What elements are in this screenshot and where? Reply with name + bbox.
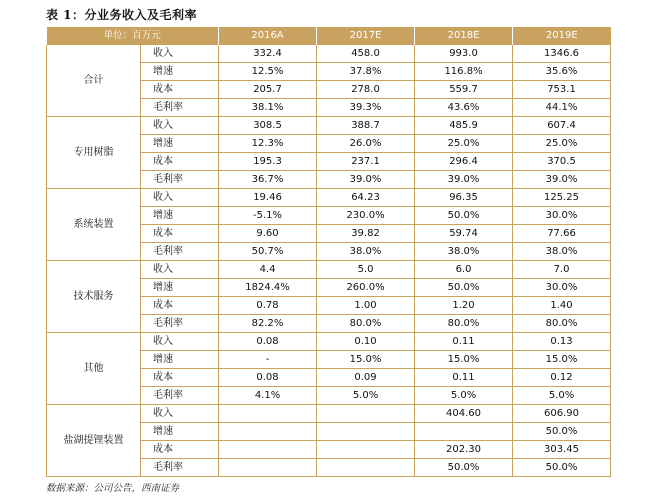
value-cell: 38.0% (317, 243, 415, 261)
metric-label: 成本 (141, 225, 219, 243)
value-cell: 296.4 (415, 153, 513, 171)
metric-label: 增速 (141, 207, 219, 225)
value-cell: 96.35 (415, 189, 513, 207)
value-cell: -5.1% (219, 207, 317, 225)
metric-label: 毛利率 (141, 459, 219, 477)
value-cell: 303.45 (513, 441, 611, 459)
value-cell: 0.08 (219, 369, 317, 387)
value-cell: 80.0% (415, 315, 513, 333)
value-cell: 237.1 (317, 153, 415, 171)
value-cell: 15.0% (317, 351, 415, 369)
metric-label: 毛利率 (141, 171, 219, 189)
value-cell: 15.0% (415, 351, 513, 369)
metric-label: 收入 (141, 261, 219, 279)
metric-label: 毛利率 (141, 315, 219, 333)
value-cell: 606.90 (513, 405, 611, 423)
metric-label: 增速 (141, 351, 219, 369)
value-cell: 0.08 (219, 333, 317, 351)
value-cell: 64.23 (317, 189, 415, 207)
value-cell: 59.74 (415, 225, 513, 243)
value-cell (317, 423, 415, 441)
metric-label: 成本 (141, 441, 219, 459)
segment-label: 系统装置 (47, 189, 141, 261)
value-cell: 5.0 (317, 261, 415, 279)
value-cell: 19.46 (219, 189, 317, 207)
metric-label: 增速 (141, 63, 219, 81)
table-header (47, 27, 611, 45)
value-cell: 30.0% (513, 279, 611, 297)
value-cell: 205.7 (219, 81, 317, 99)
value-cell: 43.6% (415, 99, 513, 117)
metric-label: 成本 (141, 369, 219, 387)
table-row (47, 45, 611, 63)
segment-label: 其他 (47, 333, 141, 405)
value-cell (219, 423, 317, 441)
year-header: 2017E (317, 27, 415, 45)
value-cell: 5.0% (513, 387, 611, 405)
value-cell: 12.3% (219, 135, 317, 153)
metric-label: 成本 (141, 297, 219, 315)
value-cell: 559.7 (415, 81, 513, 99)
metric-label: 收入 (141, 189, 219, 207)
segment-label: 技术服务 (47, 261, 141, 333)
value-cell: 39.0% (513, 171, 611, 189)
value-cell: 80.0% (513, 315, 611, 333)
value-cell: 26.0% (317, 135, 415, 153)
value-cell: 230.0% (317, 207, 415, 225)
value-cell: 458.0 (317, 45, 415, 63)
segment-label: 合计 (47, 45, 141, 117)
value-cell: 39.0% (317, 171, 415, 189)
metric-label: 成本 (141, 81, 219, 99)
metric-label: 收入 (141, 333, 219, 351)
value-cell: 753.1 (513, 81, 611, 99)
metric-label: 增速 (141, 279, 219, 297)
value-cell: 1.00 (317, 297, 415, 315)
value-cell: 993.0 (415, 45, 513, 63)
table-title: 表 1：分业务收入及毛利率 (46, 8, 198, 22)
value-cell: 5.0% (317, 387, 415, 405)
value-cell: 39.82 (317, 225, 415, 243)
value-cell (317, 459, 415, 477)
value-cell (219, 441, 317, 459)
value-cell: 1.20 (415, 297, 513, 315)
value-cell: 50.0% (513, 459, 611, 477)
value-cell: 195.3 (219, 153, 317, 171)
value-cell: 36.7% (219, 171, 317, 189)
value-cell: - (219, 351, 317, 369)
value-cell: 44.1% (513, 99, 611, 117)
value-cell: 7.0 (513, 261, 611, 279)
value-cell: 50.7% (219, 243, 317, 261)
value-cell: 260.0% (317, 279, 415, 297)
value-cell: 308.5 (219, 117, 317, 135)
metric-label: 成本 (141, 153, 219, 171)
value-cell: 25.0% (513, 135, 611, 153)
value-cell: 404.60 (415, 405, 513, 423)
table-row (47, 333, 611, 351)
value-cell: 5.0% (415, 387, 513, 405)
value-cell: 50.0% (415, 459, 513, 477)
value-cell: 35.6% (513, 63, 611, 81)
value-cell (415, 423, 513, 441)
table-row (47, 405, 611, 423)
value-cell: 332.4 (219, 45, 317, 63)
value-cell: 0.10 (317, 333, 415, 351)
revenue-table-container (46, 27, 610, 477)
segment-label: 专用树脂 (47, 117, 141, 189)
value-cell: 388.7 (317, 117, 415, 135)
value-cell: 0.78 (219, 297, 317, 315)
value-cell: 82.2% (219, 315, 317, 333)
value-cell (219, 459, 317, 477)
metric-label: 收入 (141, 117, 219, 135)
value-cell: 4.4 (219, 261, 317, 279)
metric-label: 毛利率 (141, 387, 219, 405)
value-cell (219, 405, 317, 423)
value-cell: 50.0% (513, 423, 611, 441)
value-cell: 6.0 (415, 261, 513, 279)
year-header: 2016A (219, 27, 317, 45)
source-note: 数据来源：公司公告，西南证券 (46, 483, 180, 494)
value-cell: 1824.4% (219, 279, 317, 297)
metric-label: 收入 (141, 405, 219, 423)
value-cell: 50.0% (415, 207, 513, 225)
metric-label: 毛利率 (141, 243, 219, 261)
metric-label: 增速 (141, 135, 219, 153)
table-body (47, 45, 611, 477)
value-cell: 0.11 (415, 333, 513, 351)
table-row (47, 189, 611, 207)
value-cell: 202.30 (415, 441, 513, 459)
value-cell (317, 405, 415, 423)
value-cell: 278.0 (317, 81, 415, 99)
value-cell: 12.5% (219, 63, 317, 81)
value-cell: 125.25 (513, 189, 611, 207)
value-cell: 15.0% (513, 351, 611, 369)
metric-label: 增速 (141, 423, 219, 441)
table-row (47, 261, 611, 279)
value-cell: 77.66 (513, 225, 611, 243)
year-header: 2018E (415, 27, 513, 45)
value-cell: 50.0% (415, 279, 513, 297)
value-cell: 30.0% (513, 207, 611, 225)
metric-label: 毛利率 (141, 99, 219, 117)
value-cell: 39.3% (317, 99, 415, 117)
value-cell: 80.0% (317, 315, 415, 333)
segment-label: 盐湖提锂装置 (47, 405, 141, 477)
value-cell: 0.12 (513, 369, 611, 387)
value-cell: 1.40 (513, 297, 611, 315)
value-cell: 25.0% (415, 135, 513, 153)
value-cell: 607.4 (513, 117, 611, 135)
value-cell (317, 441, 415, 459)
year-header: 2019E (513, 27, 611, 45)
value-cell: 4.1% (219, 387, 317, 405)
value-cell: 0.09 (317, 369, 415, 387)
value-cell: 9.60 (219, 225, 317, 243)
table-row (47, 117, 611, 135)
value-cell: 38.0% (513, 243, 611, 261)
metric-label: 收入 (141, 45, 219, 63)
value-cell: 38.1% (219, 99, 317, 117)
value-cell: 0.11 (415, 369, 513, 387)
value-cell: 37.8% (317, 63, 415, 81)
value-cell: 39.0% (415, 171, 513, 189)
value-cell: 38.0% (415, 243, 513, 261)
revenue-table (46, 27, 611, 477)
value-cell: 0.13 (513, 333, 611, 351)
value-cell: 1346.6 (513, 45, 611, 63)
unit-header: 单位：百万元 (47, 27, 219, 45)
value-cell: 116.8% (415, 63, 513, 81)
value-cell: 485.9 (415, 117, 513, 135)
value-cell: 370.5 (513, 153, 611, 171)
